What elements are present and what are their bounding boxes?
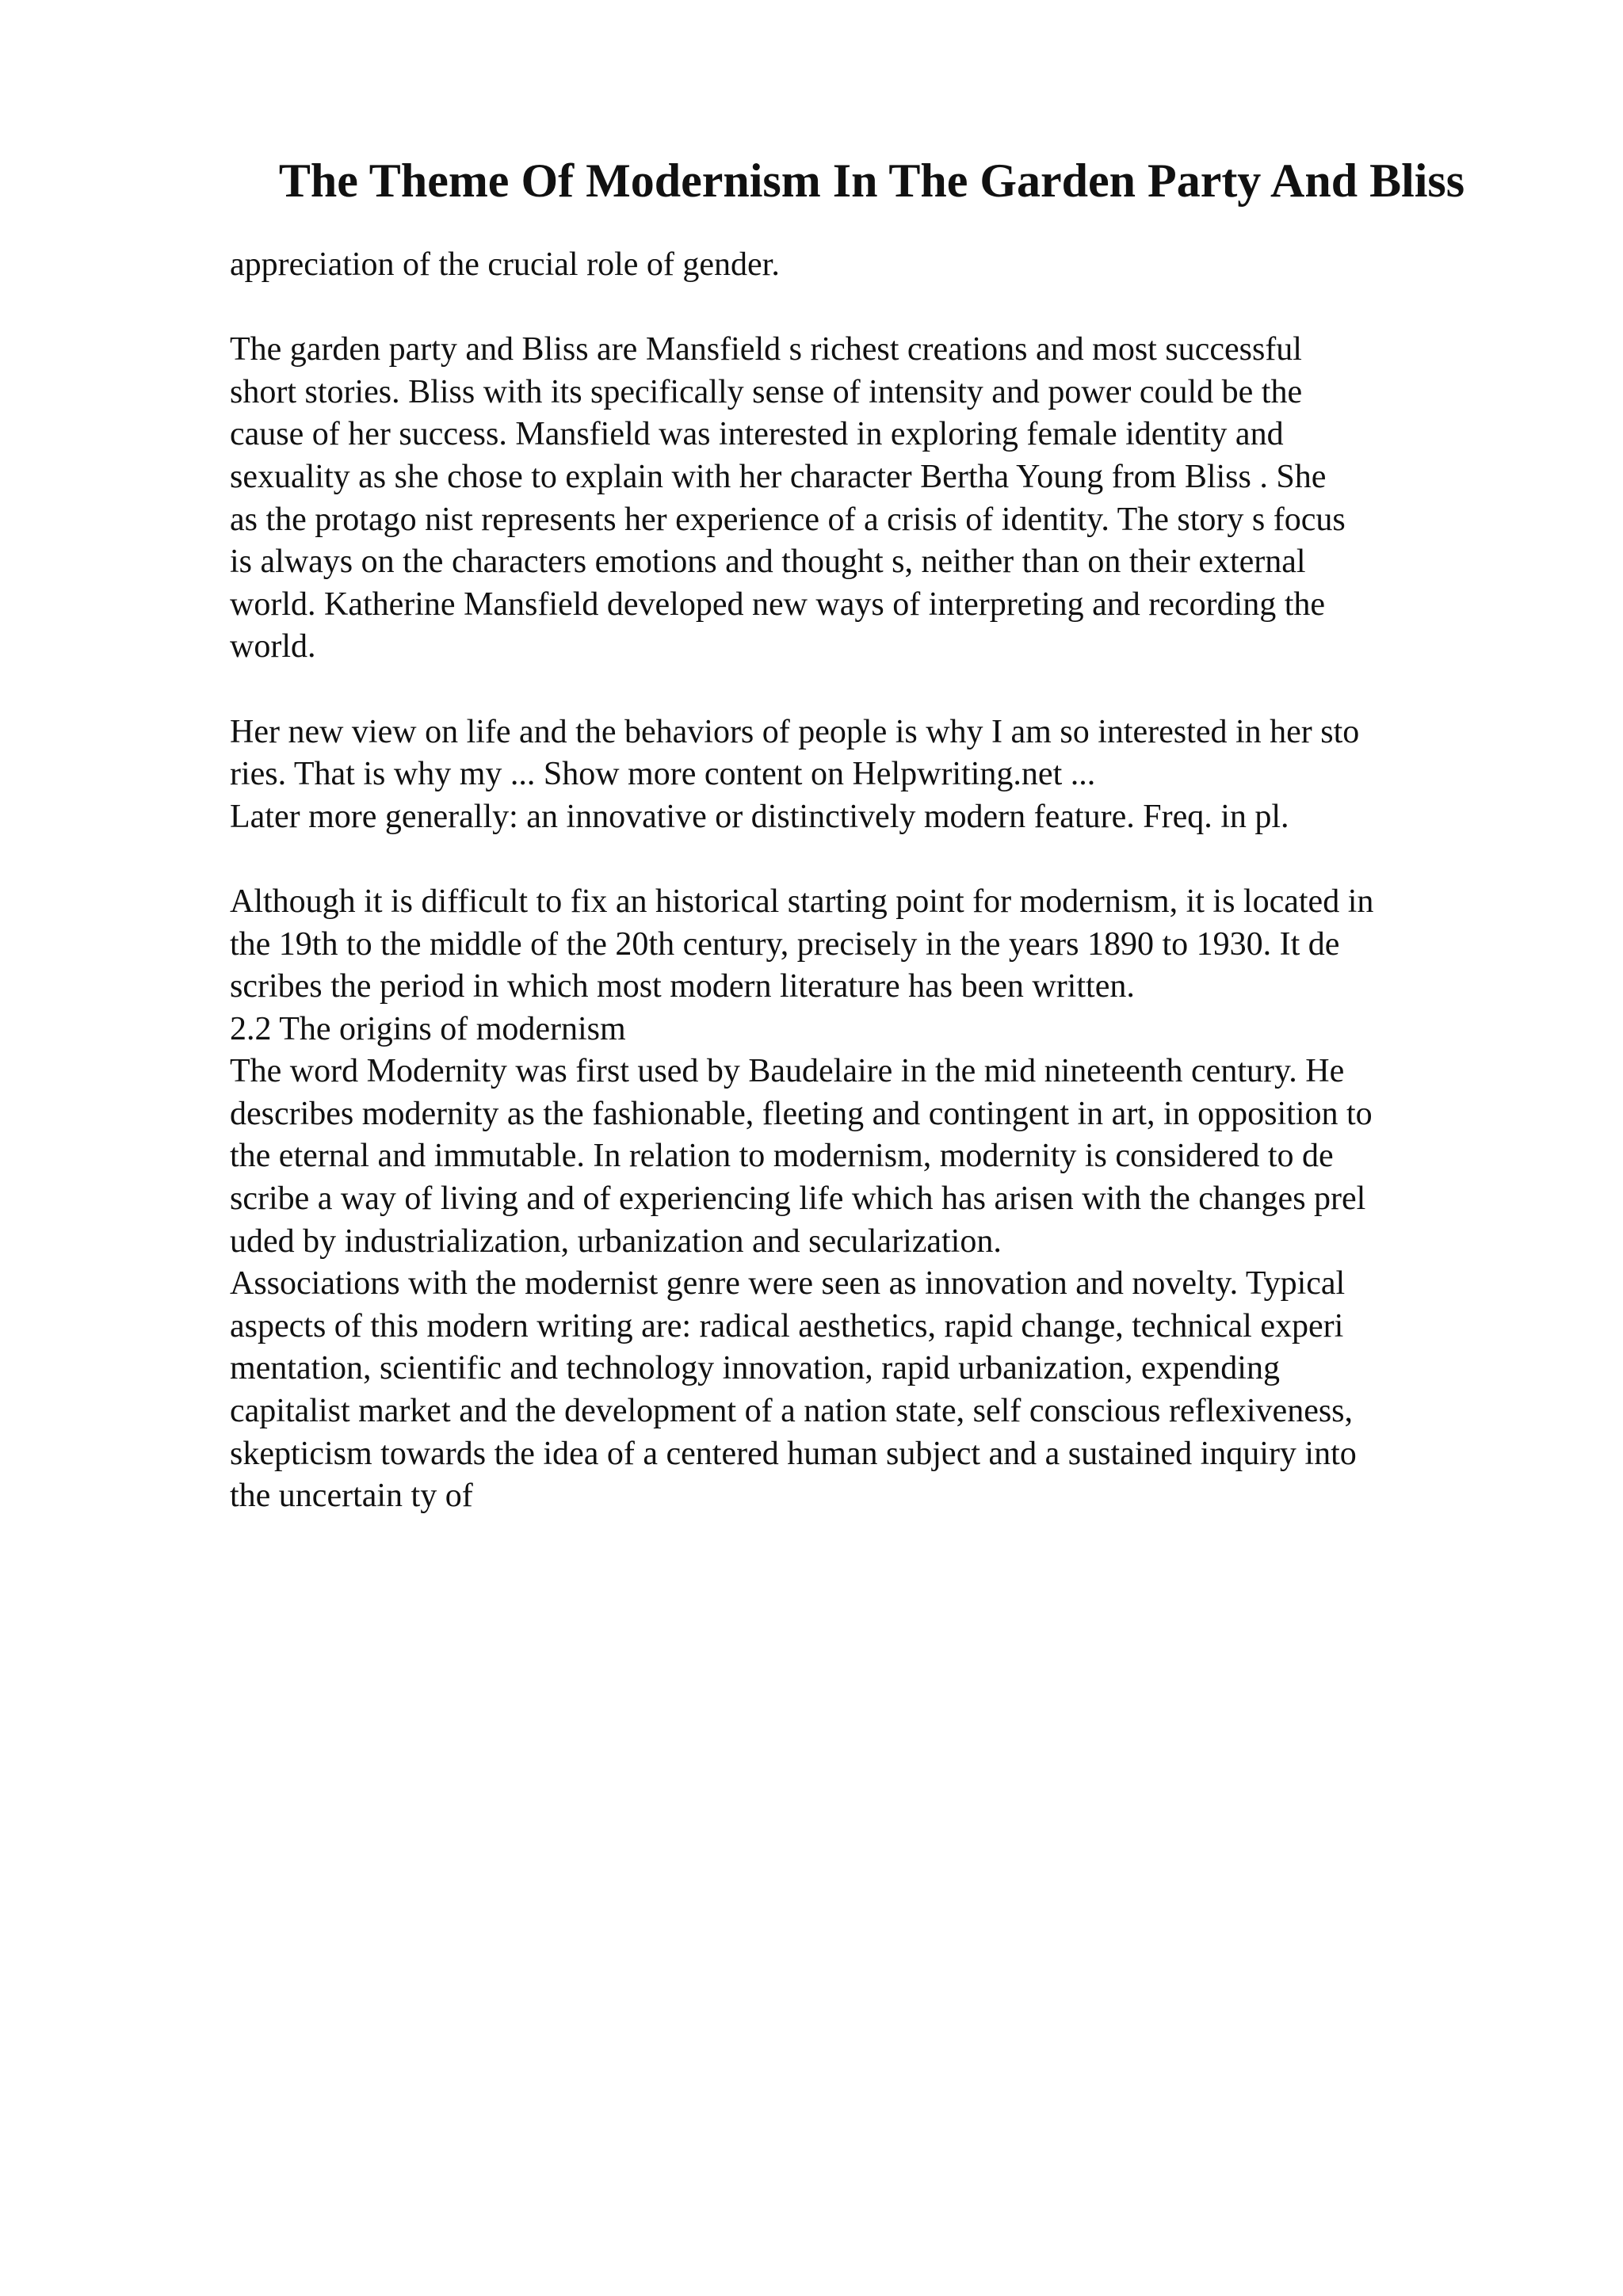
text-line: appreciation of the crucial role of gender. [230,246,780,283]
section-heading: 2.2 The origins of modernism [230,1010,626,1047]
text-line: the uncertain ty of [230,1478,473,1515]
text-line: Her new view on life and the behaviors of people is why I am so interested in her sto [230,713,1360,750]
document-body [230,244,1529,1518]
text-line: capitalist market and the development of a nation state, self conscious reflexiveness, [230,1393,1354,1430]
text-line: sexuality as she chose to explain with her character Bertha Young from Bliss . She [230,458,1327,495]
text-line: world. Katherine Mansfield developed new ways of interpreting and recording the [230,585,1326,623]
text-line: world. [230,628,316,666]
text-line: cause of her success. Mansfield was interested in exploring female identity and [230,416,1284,453]
text-line: as the protago nist represents her experience of a crisis of identity. The story s focus [230,501,1346,538]
text-line: The word Modernity was first used by Baudelaire in the mid nineteenth century. He [230,1053,1345,1090]
text-line: scribe a way of living and of experiencing life which has arisen with the changes prel [230,1180,1366,1218]
text-line: describes modernity as the fashionable, fleeting and contingent in art, in opposition to [230,1095,1373,1132]
text-line: Although it is difficult to fix an historical starting point for modernism, it is located in [230,883,1374,920]
paragraph-gap [230,669,1529,711]
text-line: mentation, scientific and technology innovation, rapid urbanization, expending [230,1350,1280,1387]
text-line: is always on the characters emotions and thought s, neither than on their external [230,543,1306,581]
paragraph-gap [230,838,1529,881]
text-line: the 19th to the middle of the 20th century, precisely in the years 1890 to 1930. It de [230,925,1340,963]
text-line: ries. That is why my ... Show more content on Helpwriting.net ... [230,756,1096,793]
text-line: the eternal and immutable. In relation to modernism, modernity is considered to de [230,1138,1334,1175]
text-line: skepticism towards the idea of a centered human subject and a sustained inquiry into [230,1435,1357,1472]
text-line: The garden party and Bliss are Mansfield s richest creations and most successful [230,331,1302,368]
text-line: Later more generally: an innovative or distinctively modern feature. Freq. in pl. [230,798,1289,835]
text-line: short stories. Bliss with its specifically sense of intensity and power could be the [230,373,1303,410]
text-line: scribes the period in which most modern literature has been written. [230,968,1135,1005]
paragraph-gap [230,287,1529,330]
text-line: uded by industrialization, urbanization and secularization. [230,1222,1002,1260]
document-title: The Theme Of Modernism In The Garden Party And Bliss [278,154,1465,207]
text-line: Associations with the modernist genre were seen as innovation and novelty. Typical [230,1265,1346,1302]
text-line: aspects of this modern writing are: radical aesthetics, rapid change, technical experi [230,1307,1344,1344]
